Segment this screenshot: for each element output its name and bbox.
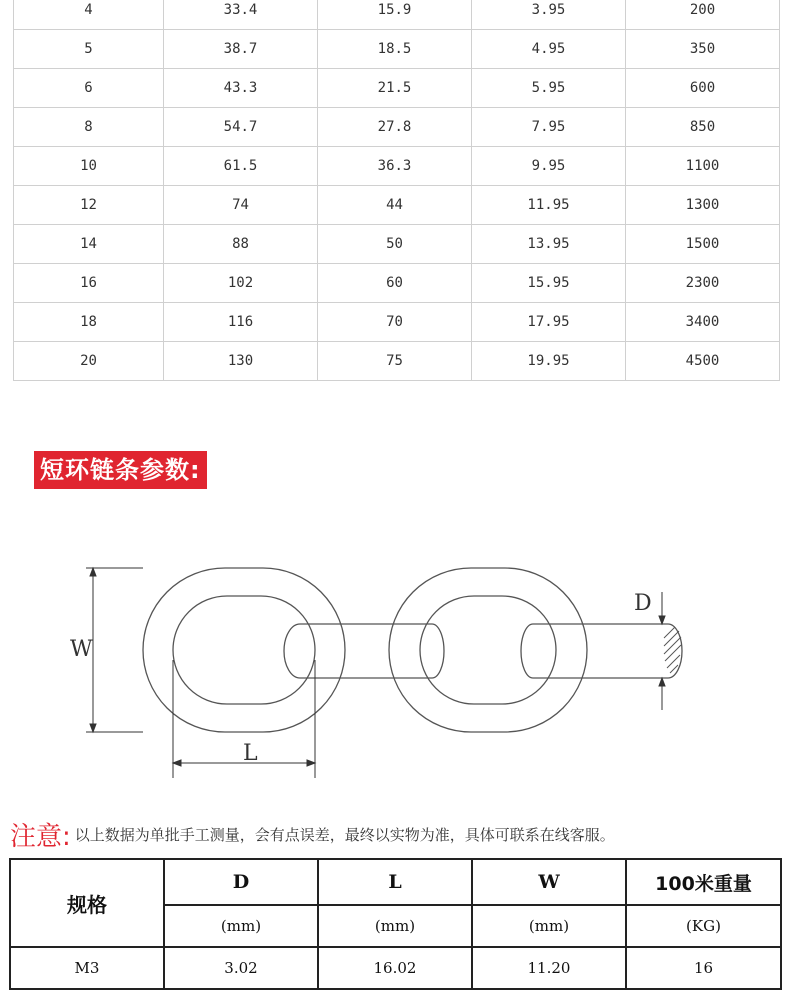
table-cell: 75 bbox=[318, 342, 472, 381]
table-cell: 850 bbox=[626, 108, 780, 147]
table-header-row bbox=[10, 859, 781, 905]
table-cell: 6 bbox=[14, 69, 164, 108]
table-row bbox=[10, 947, 781, 989]
unit-l: (mm) bbox=[318, 905, 472, 947]
note-text: 以上数据为单批手工测量，会有点误差，最终以实物为准，具体可联系在线客服。 bbox=[74, 826, 615, 844]
table-cell: 16 bbox=[626, 947, 781, 989]
table-row bbox=[14, 303, 780, 342]
table-cell: 5 bbox=[14, 30, 164, 69]
table-row bbox=[14, 264, 780, 303]
dimension-w-label: W bbox=[70, 637, 93, 662]
table-cell: 88 bbox=[164, 225, 318, 264]
dimension-d-label: D bbox=[634, 591, 652, 616]
table-cell: 10 bbox=[14, 147, 164, 186]
table-cell: 14 bbox=[14, 225, 164, 264]
column-header-d: D bbox=[164, 859, 318, 905]
table-cell: 60 bbox=[318, 264, 472, 303]
table-cell: 38.7 bbox=[164, 30, 318, 69]
table-cell: 15.9 bbox=[318, 0, 472, 30]
dimension-l-label: L bbox=[243, 741, 258, 766]
table-cell: 9.95 bbox=[472, 147, 626, 186]
table-cell: 200 bbox=[626, 0, 780, 30]
dimension-d bbox=[659, 592, 665, 710]
table-cell: 4 bbox=[14, 0, 164, 30]
table-cell: 1500 bbox=[626, 225, 780, 264]
table-cell: 4500 bbox=[626, 342, 780, 381]
table-cell: 1100 bbox=[626, 147, 780, 186]
table-cell: 44 bbox=[318, 186, 472, 225]
table-cell: 350 bbox=[626, 30, 780, 69]
table-cell: 3.95 bbox=[472, 0, 626, 30]
table-cell: 18 bbox=[14, 303, 164, 342]
table-cell: 600 bbox=[626, 69, 780, 108]
table-cell: 5.95 bbox=[472, 69, 626, 108]
table-cell: 21.5 bbox=[318, 69, 472, 108]
table-row bbox=[14, 147, 780, 186]
table-cell: 50 bbox=[318, 225, 472, 264]
table-row bbox=[14, 342, 780, 381]
unit-w: (mm) bbox=[472, 905, 626, 947]
table-row bbox=[14, 30, 780, 69]
table-cell: 27.8 bbox=[318, 108, 472, 147]
table-cell: 36.3 bbox=[318, 147, 472, 186]
chain-links bbox=[143, 568, 682, 732]
table-cell: 15.95 bbox=[472, 264, 626, 303]
table-cell: 11.95 bbox=[472, 186, 626, 225]
table-cell: 20 bbox=[14, 342, 164, 381]
table-cell: 16 bbox=[14, 264, 164, 303]
table-cell: 116 bbox=[164, 303, 318, 342]
table-row bbox=[14, 186, 780, 225]
table-cell: 33.4 bbox=[164, 0, 318, 30]
table-cell: 12 bbox=[14, 186, 164, 225]
table-cell: 17.95 bbox=[472, 303, 626, 342]
table-cell: 102 bbox=[164, 264, 318, 303]
table-cell: 130 bbox=[164, 342, 318, 381]
table-cell: 74 bbox=[164, 186, 318, 225]
table-row bbox=[14, 69, 780, 108]
table-row bbox=[14, 0, 780, 30]
table-cell: M3 bbox=[10, 947, 164, 989]
table-cell: 8 bbox=[14, 108, 164, 147]
chain-spec-table-bottom bbox=[9, 858, 782, 990]
column-header-weight: 100米重量 bbox=[626, 859, 781, 905]
table-cell: 3400 bbox=[626, 303, 780, 342]
table-cell: 7.95 bbox=[472, 108, 626, 147]
link-2-outer bbox=[389, 568, 587, 732]
table-cell: 70 bbox=[318, 303, 472, 342]
table-cell: 2300 bbox=[626, 264, 780, 303]
link-1-inner bbox=[173, 596, 315, 704]
table-cell: 19.95 bbox=[472, 342, 626, 381]
table-cell: 4.95 bbox=[472, 30, 626, 69]
table-cell: 11.20 bbox=[472, 947, 626, 989]
section-title: 短环链条参数: bbox=[34, 451, 207, 489]
link-2-inner bbox=[420, 596, 556, 704]
note-label: 注意: bbox=[10, 822, 71, 852]
table-cell: 13.95 bbox=[472, 225, 626, 264]
table-cell: 43.3 bbox=[164, 69, 318, 108]
column-header-l: L bbox=[318, 859, 472, 905]
table-row bbox=[14, 108, 780, 147]
table-cell: 1300 bbox=[626, 186, 780, 225]
unit-d: (mm) bbox=[164, 905, 318, 947]
table-cell: 18.5 bbox=[318, 30, 472, 69]
unit-weight: (KG) bbox=[626, 905, 781, 947]
chain-spec-table-top bbox=[13, 0, 780, 381]
link-side-2 bbox=[521, 624, 668, 678]
note bbox=[10, 816, 790, 856]
table-row bbox=[14, 225, 780, 264]
table-cell: 3.02 bbox=[164, 947, 318, 989]
table-cell: 54.7 bbox=[164, 108, 318, 147]
table-cell: 61.5 bbox=[164, 147, 318, 186]
chain-link-diagram bbox=[0, 520, 790, 800]
column-header-spec: 规格 bbox=[10, 859, 164, 947]
dimension-w bbox=[86, 568, 143, 732]
column-header-w: W bbox=[472, 859, 626, 905]
table-cell: 16.02 bbox=[318, 947, 472, 989]
